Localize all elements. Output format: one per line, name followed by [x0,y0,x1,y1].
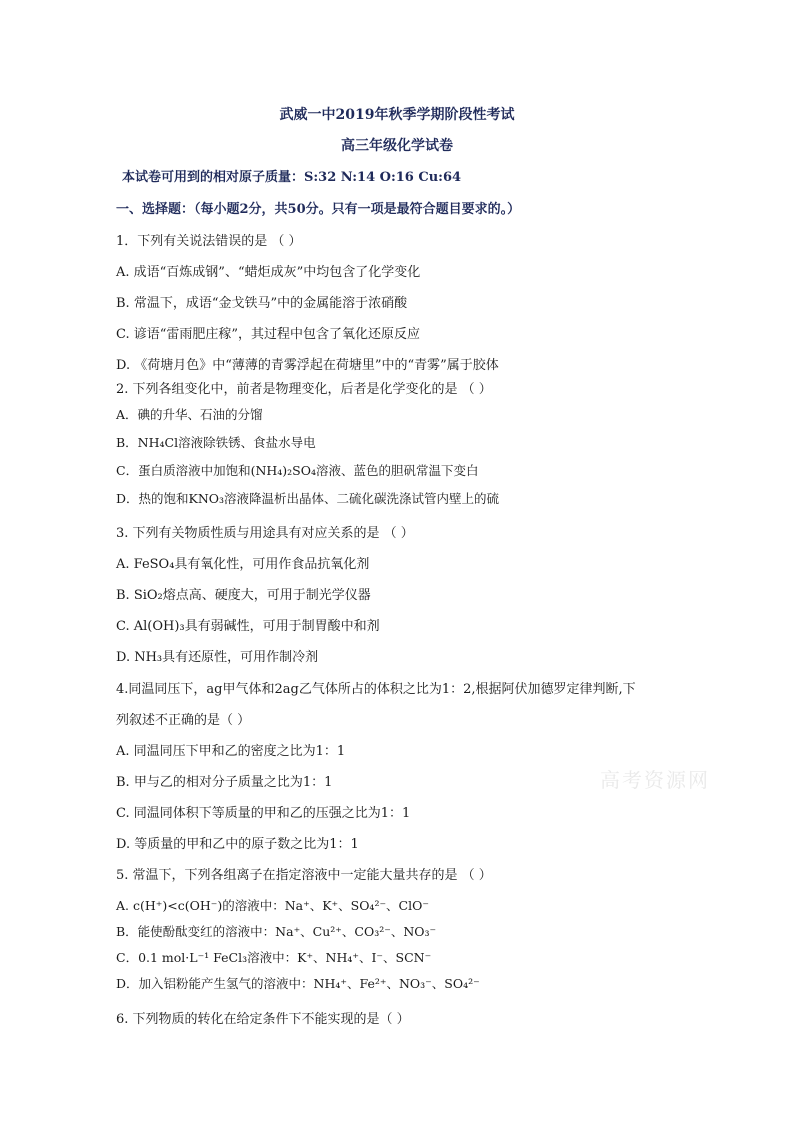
q2-option-a: A．碘的升华、石油的分馏 [116,407,263,422]
watermark: 高考资源网 [600,768,710,792]
q6-stem: 6. 下列物质的转化在给定条件下不能实现的是（ ） [116,1012,410,1027]
q3-option-a: A. FeSO₄具有氧化性，可用作食品抗氧化剂 [116,557,370,572]
q1-stem: 1．下列有关说法错误的是 （ ） [116,234,302,249]
atomic-mass-note: 本试卷可用到的相对原子质量：S:32 N:14 O:16 Cu:64 [122,170,462,185]
q5-option-d: D．加入铝粉能产生氢气的溶液中：NH₄⁺、Fe²⁺、NO₃⁻、SO₄²⁻ [116,976,480,991]
q5-option-a: A. c(H⁺)<c(OH⁻)的溶液中：Na⁺、K⁺、SO₄²⁻、ClO⁻ [116,898,429,913]
q5-option-c: C．0.1 mol·L⁻¹ FeCl₃溶液中：K⁺、NH₄⁺、I⁻、SCN⁻ [116,950,432,965]
q5-stem: 5. 常温下，下列各组离子在指定溶液中一定能大量共存的是 （ ） [116,868,492,883]
exam-subtitle: 高三年级化学试卷 [341,138,453,154]
q4-option-a: A. 同温同压下甲和乙的密度之比为1：1 [116,744,346,759]
section-heading: 一、选择题：（每小题2分，共50分。只有一项是最符合题目要求的。） [116,202,521,217]
q2-option-c: C．蛋白质溶液中加饱和(NH₄)₂SO₄溶液、蓝色的胆矾常温下变白 [116,463,479,478]
q4-option-b: B. 甲与乙的相对分子质量之比为1：1 [116,775,333,790]
q3-option-c: C. Al(OH)₃具有弱碱性，可用于制胃酸中和剂 [116,619,380,634]
q2-option-b: B．NH₄Cl溶液除铁锈、食盐水导电 [116,435,316,450]
exam-title: 武威一中2019年秋季学期阶段性考试 [279,107,515,123]
q1-option-b: B. 常温下，成语“金戈铁马”中的金属能溶于浓硝酸 [116,296,408,311]
q4-stem-line2: 列叙述不正确的是（ ） [116,713,251,728]
q1-option-d: D. 《荷塘月色》中“薄薄的青雾浮起在荷塘里”中的“青雾”属于胶体 [116,358,499,373]
q3-option-b: B. SiO₂熔点高、硬度大，可用于制光学仪器 [116,588,371,603]
q4-option-d: D. 等质量的甲和乙中的原子数之比为1：1 [116,837,359,852]
q3-option-d: D. NH₃具有还原性，可用作制冷剂 [116,650,319,665]
q1-option-a: A. 成语“百炼成钢”、“蜡炬成灰”中均包含了化学变化 [116,265,421,280]
q4-option-c: C. 同温同体积下等质量的甲和乙的压强之比为1：1 [116,806,411,821]
q2-stem: 2. 下列各组变化中，前者是物理变化，后者是化学变化的是 （ ） [116,382,492,397]
q3-stem: 3. 下列有关物质性质与用途具有对应关系的是 （ ） [116,526,414,541]
q1-option-c: C. 谚语“雷雨肥庄稼”，其过程中包含了氧化还原反应 [116,327,421,342]
q4-stem-line1: 4.同温同压下，ag甲气体和2ag乙气体所占的体积之比为1：2,根据阿伏加德罗定律判断,下 [116,682,636,697]
q2-option-d: D．热的饱和KNO₃溶液降温析出晶体、二硫化碳洗涤试管内壁上的硫 [116,491,500,506]
q5-option-b: B．能使酚酞变红的溶液中：Na⁺、Cu²⁺、CO₃²⁻、NO₃⁻ [116,924,437,939]
